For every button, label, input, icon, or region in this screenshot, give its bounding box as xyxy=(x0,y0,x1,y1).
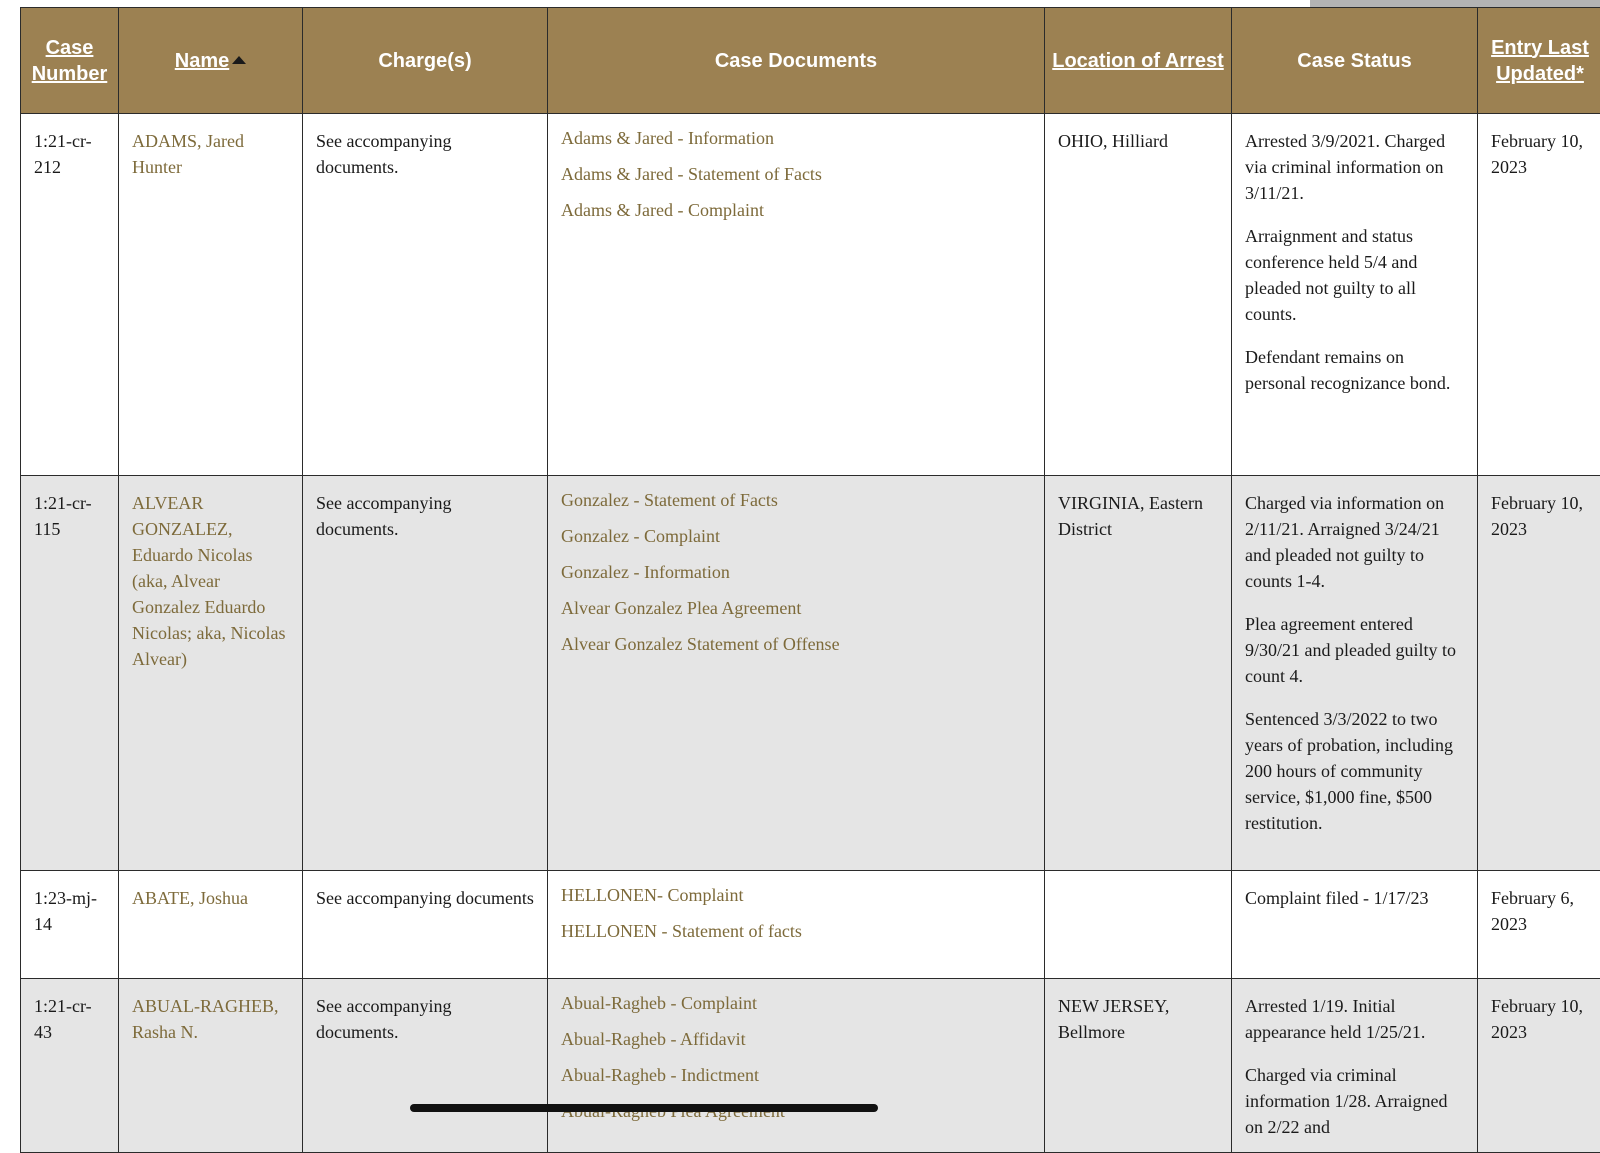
name-cell xyxy=(119,114,303,476)
header-location[interactable]: Location of Arrest xyxy=(1045,8,1232,114)
charges-cell: See accompanying documents. xyxy=(303,979,548,1153)
document-link[interactable]: Abual-Ragheb - Complaint xyxy=(561,990,1031,1016)
status-paragraph: Arraignment and status conference held 5/4 and pleaded not guilty to all counts. xyxy=(1245,223,1464,327)
document-link[interactable]: Gonzalez - Statement of Facts xyxy=(561,487,1031,513)
status-paragraph: Sentenced 3/3/2022 to two years of probation, including 200 hours of community service, $1,000 fine, $500 restitution. xyxy=(1245,706,1464,836)
charges-cell: See accompanying documents xyxy=(303,871,548,979)
document-link[interactable]: Alvear Gonzalez Statement of Offense xyxy=(561,631,1031,657)
location-cell: NEW JERSEY, Bellmore xyxy=(1045,979,1232,1153)
status-cell xyxy=(1232,476,1478,871)
cases-table xyxy=(20,7,1600,1153)
status-cell xyxy=(1232,114,1478,476)
case-number-cell: 1:23-mj-14 xyxy=(21,871,119,979)
defendant-name-link[interactable]: ABUAL-RAGHEB, Rasha N. xyxy=(132,996,279,1042)
table-row xyxy=(21,114,1600,476)
status-cell xyxy=(1232,871,1478,979)
table-row xyxy=(21,476,1600,871)
documents-cell xyxy=(548,979,1045,1153)
name-cell xyxy=(119,979,303,1153)
header-entry-last-updated[interactable]: Entry Last Updated* xyxy=(1478,8,1600,114)
header-name[interactable]: Name xyxy=(119,8,303,114)
document-link[interactable]: HELLONEN - Statement of facts xyxy=(561,918,1031,944)
document-link[interactable]: Alvear Gonzalez Plea Agreement xyxy=(561,595,1031,621)
location-cell: OHIO, Hilliard xyxy=(1045,114,1232,476)
name-cell xyxy=(119,871,303,979)
status-paragraph: Defendant remains on personal recognizance bond. xyxy=(1245,344,1464,396)
status-cell xyxy=(1232,979,1478,1153)
status-paragraph: Complaint filed - 1/17/23 xyxy=(1245,885,1464,911)
defendant-name-link[interactable]: ADAMS, Jared Hunter xyxy=(132,131,244,177)
documents-cell xyxy=(548,476,1045,871)
document-link[interactable]: Adams & Jared - Complaint xyxy=(561,197,1031,223)
charges-cell: See accompanying documents. xyxy=(303,476,548,871)
defendant-name-link[interactable]: ALVEAR GONZALEZ, Eduardo Nicolas (aka, Alvear Gonzalez Eduardo Nicolas; aka, Nicolas Alvear) xyxy=(132,493,285,669)
case-number-cell: 1:21-cr-115 xyxy=(21,476,119,871)
header-row xyxy=(21,8,1600,114)
updated-cell: February 10, 2023 xyxy=(1478,114,1600,476)
documents-cell xyxy=(548,871,1045,979)
case-number-cell: 1:21-cr-43 xyxy=(21,979,119,1153)
table-row xyxy=(21,871,1600,979)
header-case-status: Case Status xyxy=(1232,8,1478,114)
document-link[interactable]: HELLONEN- Complaint xyxy=(561,882,1031,908)
document-link[interactable]: Abual-Ragheb - Affidavit xyxy=(561,1026,1031,1052)
updated-cell: February 10, 2023 xyxy=(1478,979,1600,1153)
document-link[interactable]: Abual-Ragheb - Indictment xyxy=(561,1062,1031,1088)
updated-cell: February 6, 2023 xyxy=(1478,871,1600,979)
status-paragraph: Arrested 3/9/2021. Charged via criminal information on 3/11/21. xyxy=(1245,128,1464,206)
status-paragraph: Arrested 1/19. Initial appearance held 1/25/21. xyxy=(1245,993,1464,1045)
location-cell: VIRGINIA, Eastern District xyxy=(1045,476,1232,871)
sort-ascending-icon xyxy=(232,56,246,64)
defendant-name-link[interactable]: ABATE, Joshua xyxy=(132,888,248,908)
updated-cell: February 10, 2023 xyxy=(1478,476,1600,871)
documents-cell xyxy=(548,114,1045,476)
name-cell xyxy=(119,476,303,871)
header-charges: Charge(s) xyxy=(303,8,548,114)
status-paragraph: Plea agreement entered 9/30/21 and pleaded guilty to count 4. xyxy=(1245,611,1464,689)
location-cell xyxy=(1045,871,1232,979)
header-case-number[interactable]: Case Number xyxy=(21,8,119,114)
document-link[interactable]: Adams & Jared - Statement of Facts xyxy=(561,161,1031,187)
document-link[interactable]: Gonzalez - Information xyxy=(561,559,1031,585)
charges-cell: See accompanying documents. xyxy=(303,114,548,476)
status-paragraph: Charged via criminal information 1/28. Arraigned on 2/22 and xyxy=(1245,1062,1464,1140)
document-link[interactable]: Adams & Jared - Information xyxy=(561,125,1031,151)
home-indicator-bar[interactable] xyxy=(410,1104,878,1112)
case-number-cell: 1:21-cr-212 xyxy=(21,114,119,476)
status-paragraph: Charged via information on 2/11/21. Arraigned 3/24/21 and pleaded not guilty to counts 1-4. xyxy=(1245,490,1464,594)
document-link[interactable]: Gonzalez - Complaint xyxy=(561,523,1031,549)
table-row xyxy=(21,979,1600,1153)
header-case-documents: Case Documents xyxy=(548,8,1045,114)
